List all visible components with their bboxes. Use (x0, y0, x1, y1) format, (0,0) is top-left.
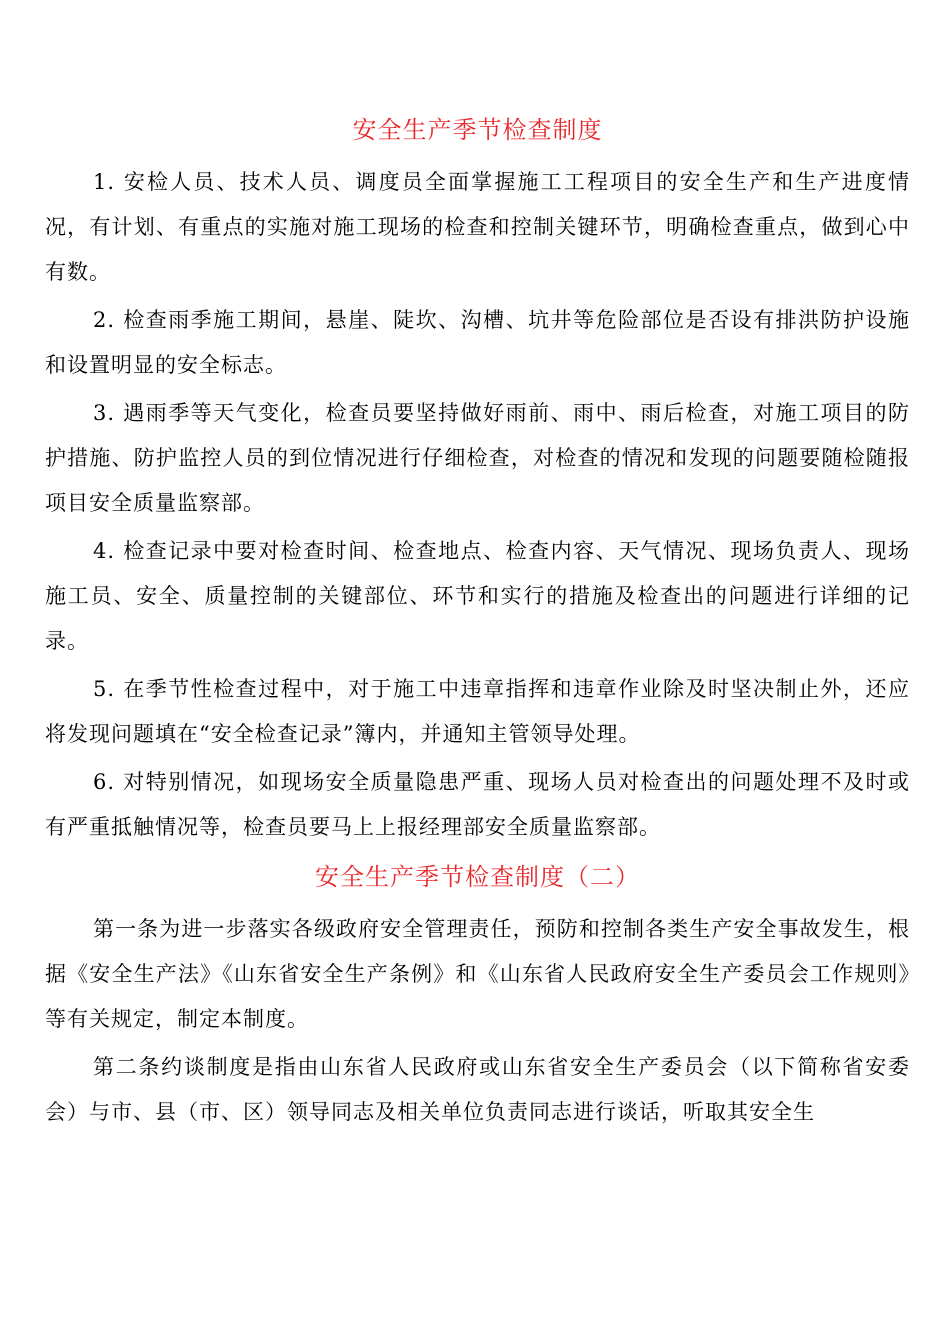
paragraph-5: 5. 在季节性检查过程中，对于施工中违章指挥和违章作业除及时坚决制止外，还应将发现问题填在“安全检查记录”簿内，并通知主管领导处理。 (45, 677, 910, 746)
document-content (45, 110, 910, 1138)
section-two-title: 安全生产季节检查制度（二） (315, 863, 640, 891)
article-2-paragraph: 第二条约谈制度是指由山东省人民政府或山东省安全生产委员会（以下简称省安委会）与市、县（市、区）领导同志及相关单位负责同志进行谈话，听取其安全生 (45, 1055, 910, 1124)
paragraph-6: 6. 对特别情况，如现场安全质量隐患严重、现场人员对检查出的问题处理不及时或有严重抵触情况等，检查员要马上上报经理部安全质量监察部。 (45, 770, 910, 839)
paragraph-2: 2. 检查雨季施工期间，悬崖、陡坎、沟槽、坑井等危险部位是否设有排洪防护设施和设置明显的安全标志。 (45, 308, 910, 377)
document-title: 安全生产季节检查制度 (352, 116, 603, 144)
article-1-paragraph: 第一条为进一步落实各级政府安全管理责任，预防和控制各类生产安全事故发生，根据《安全生产法》《山东省安全生产条例》和《山东省人民政府安全生产委员会工作规则》等有关规定，制定本制度。 (45, 917, 910, 1031)
paragraph-3: 3. 遇雨季等天气变化，检查员要坚持做好雨前、雨中、雨后检查，对施工项目的防护措施、防护监控人员的到位情况进行仔细检查，对检查的情况和发现的问题要随检随报项目安全质量监察部。 (45, 401, 910, 515)
paragraph-4: 4. 检查记录中要对检查时间、检查地点、检查内容、天气情况、现场负责人、现场施工员、安全、质量控制的关键部位、环节和实行的措施及检查出的问题进行详细的记录。 (45, 539, 910, 653)
paragraph-1: 1. 安检人员、技术人员、调度员全面掌握施工工程项目的安全生产和生产进度情况，有计划、有重点的实施对施工现场的检查和控制关键环节，明确检查重点，做到心中有数。 (45, 170, 910, 284)
